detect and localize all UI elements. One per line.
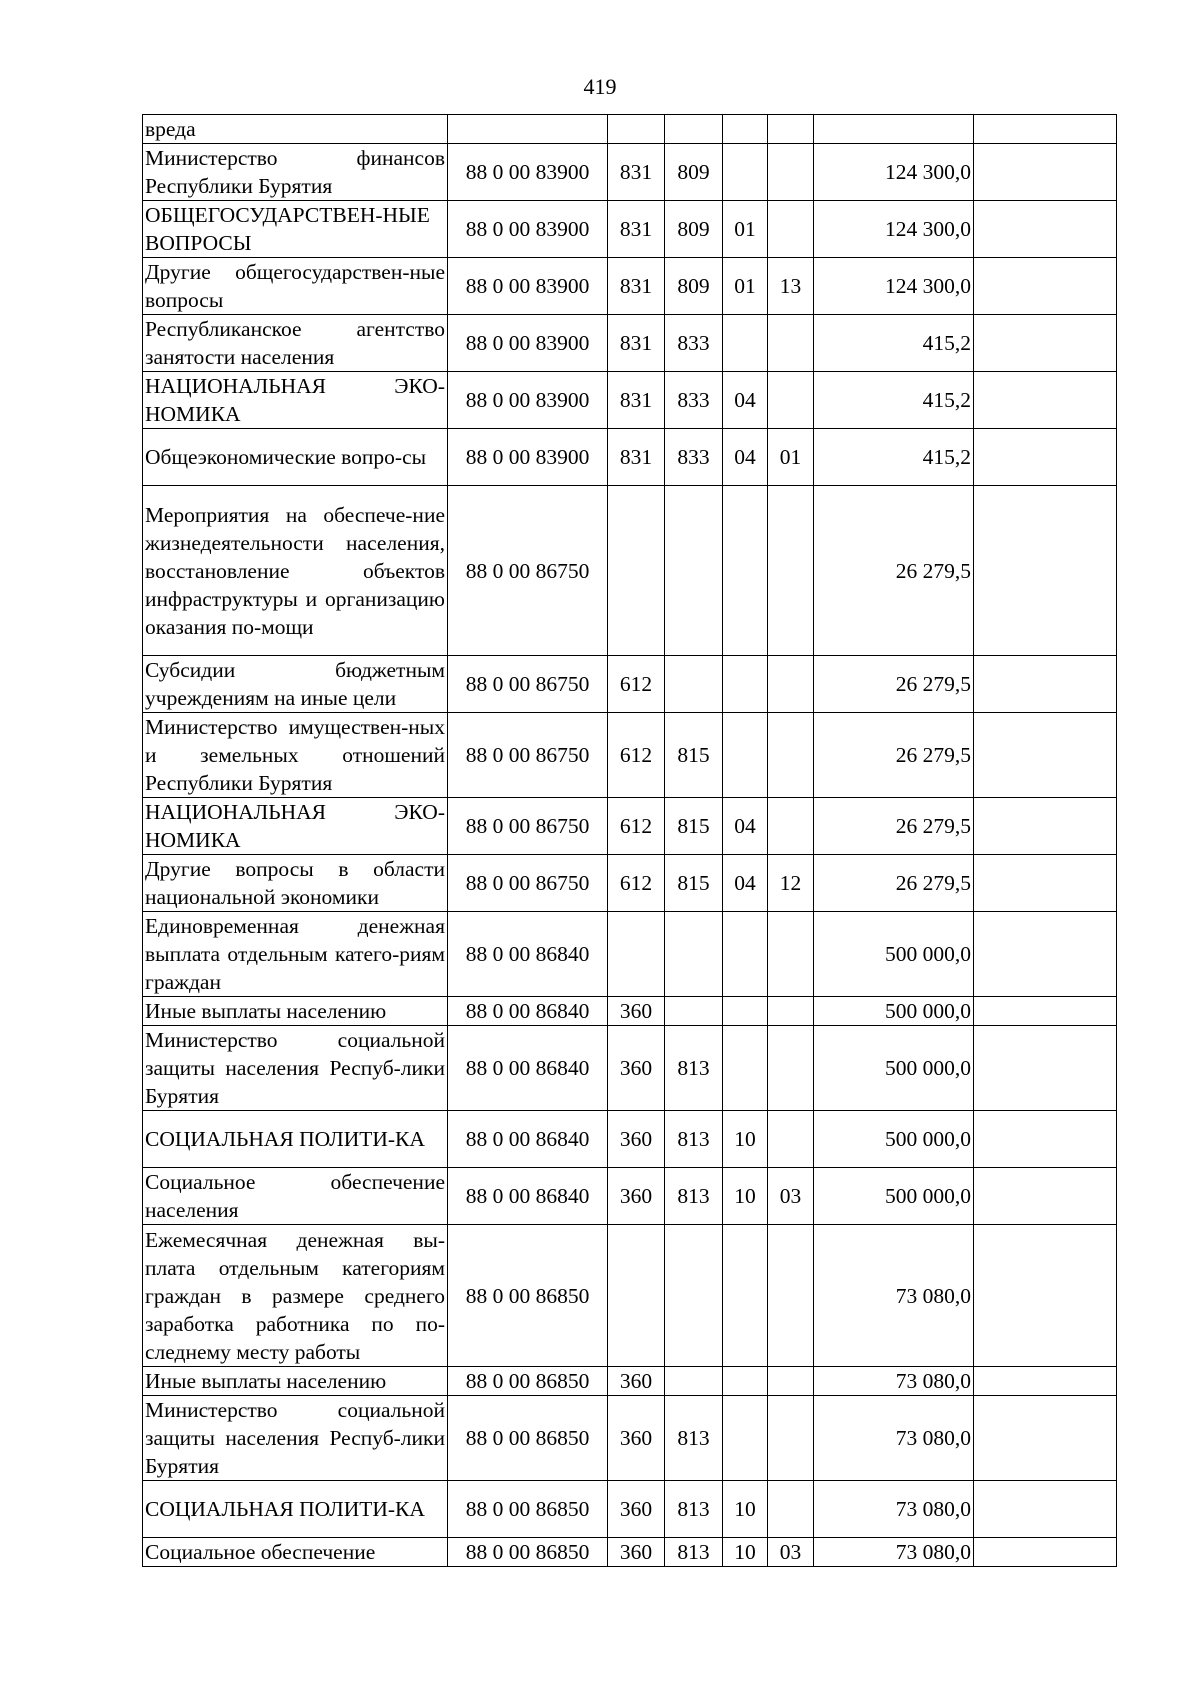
amount-cell: 73 080,0	[814, 1225, 974, 1367]
ministry-code-cell: 813	[665, 1396, 723, 1481]
table-row	[143, 1396, 1117, 1481]
target-code-cell: 88 0 00 86840	[448, 912, 608, 997]
amount-cell: 500 000,0	[814, 1026, 974, 1111]
table-row	[143, 115, 1117, 144]
row-name-cell: Министерство финансов Республики Бурятия	[143, 144, 448, 201]
subsection-cell	[768, 315, 814, 372]
amount-cell: 26 279,5	[814, 798, 974, 855]
section-cell	[723, 997, 768, 1026]
target-code-cell: 88 0 00 86750	[448, 855, 608, 912]
subsection-cell	[768, 115, 814, 144]
section-cell	[723, 912, 768, 997]
section-cell	[723, 713, 768, 798]
row-name-cell: НАЦИОНАЛЬНАЯ ЭКО-НОМИКА	[143, 798, 448, 855]
ministry-code-cell: 813	[665, 1481, 723, 1538]
table-row	[143, 1367, 1117, 1396]
target-code-cell: 88 0 00 83900	[448, 372, 608, 429]
amount-cell	[814, 115, 974, 144]
section-cell: 10	[723, 1168, 768, 1225]
row-name-cell: Ежемесячная денежная вы-плата отдельным категориям граждан в размере среднего заработка работника по по-следнему месту работы	[143, 1225, 448, 1367]
row-name-cell: Иные выплаты населению	[143, 1367, 448, 1396]
expense-type-cell: 831	[608, 258, 665, 315]
subsection-cell	[768, 1481, 814, 1538]
empty-cell	[974, 315, 1117, 372]
subsection-cell	[768, 798, 814, 855]
amount-cell: 73 080,0	[814, 1396, 974, 1481]
amount-cell: 73 080,0	[814, 1481, 974, 1538]
ministry-code-cell	[665, 1367, 723, 1396]
section-cell	[723, 1026, 768, 1111]
ministry-code-cell: 813	[665, 1538, 723, 1567]
expense-type-cell	[608, 1225, 665, 1367]
table-body	[143, 115, 1117, 1567]
ministry-code-cell: 833	[665, 429, 723, 486]
table-row	[143, 656, 1117, 713]
target-code-cell: 88 0 00 86850	[448, 1481, 608, 1538]
target-code-cell	[448, 115, 608, 144]
empty-cell	[974, 1168, 1117, 1225]
target-code-cell: 88 0 00 83900	[448, 258, 608, 315]
amount-cell: 415,2	[814, 372, 974, 429]
amount-cell: 124 300,0	[814, 258, 974, 315]
amount-cell: 500 000,0	[814, 1111, 974, 1168]
expense-type-cell: 360	[608, 997, 665, 1026]
ministry-code-cell	[665, 656, 723, 713]
ministry-code-cell: 815	[665, 713, 723, 798]
section-cell: 04	[723, 798, 768, 855]
target-code-cell: 88 0 00 86850	[448, 1225, 608, 1367]
empty-cell	[974, 656, 1117, 713]
table-row	[143, 1225, 1117, 1367]
row-name-cell: НАЦИОНАЛЬНАЯ ЭКО-НОМИКА	[143, 372, 448, 429]
empty-cell	[974, 258, 1117, 315]
ministry-code-cell: 815	[665, 798, 723, 855]
expense-type-cell: 831	[608, 201, 665, 258]
target-code-cell: 88 0 00 86850	[448, 1396, 608, 1481]
page-number: 419	[583, 74, 617, 99]
ministry-code-cell: 813	[665, 1111, 723, 1168]
row-name-cell: СОЦИАЛЬНАЯ ПОЛИТИ-КА	[143, 1111, 448, 1168]
empty-cell	[974, 713, 1117, 798]
expense-type-cell: 612	[608, 713, 665, 798]
row-name-cell: вреда	[143, 115, 448, 144]
subsection-cell: 03	[768, 1168, 814, 1225]
amount-cell: 415,2	[814, 315, 974, 372]
table-row	[143, 258, 1117, 315]
table-row	[143, 372, 1117, 429]
empty-cell	[974, 1481, 1117, 1538]
section-cell	[723, 315, 768, 372]
empty-cell	[974, 486, 1117, 656]
section-cell: 10	[723, 1111, 768, 1168]
empty-cell	[974, 201, 1117, 258]
expense-type-cell	[608, 115, 665, 144]
table-row	[143, 1481, 1117, 1538]
section-cell: 04	[723, 855, 768, 912]
target-code-cell: 88 0 00 83900	[448, 201, 608, 258]
expense-type-cell: 831	[608, 372, 665, 429]
empty-cell	[974, 372, 1117, 429]
section-cell	[723, 1396, 768, 1481]
expense-type-cell: 360	[608, 1396, 665, 1481]
target-code-cell: 88 0 00 86750	[448, 798, 608, 855]
amount-cell: 26 279,5	[814, 656, 974, 713]
amount-cell: 500 000,0	[814, 912, 974, 997]
subsection-cell	[768, 1225, 814, 1367]
table-row	[143, 144, 1117, 201]
ministry-code-cell: 833	[665, 372, 723, 429]
ministry-code-cell	[665, 1225, 723, 1367]
table-row	[143, 315, 1117, 372]
section-cell: 04	[723, 429, 768, 486]
ministry-code-cell	[665, 997, 723, 1026]
expense-type-cell: 831	[608, 144, 665, 201]
ministry-code-cell	[665, 115, 723, 144]
amount-cell: 415,2	[814, 429, 974, 486]
row-name-cell: Министерство социальной защиты населения Респуб-лики Бурятия	[143, 1396, 448, 1481]
row-name-cell: Республиканское агентство занятости населения	[143, 315, 448, 372]
subsection-cell	[768, 144, 814, 201]
ministry-code-cell: 833	[665, 315, 723, 372]
expense-type-cell: 360	[608, 1168, 665, 1225]
row-name-cell: Социальное обеспечение населения	[143, 1168, 448, 1225]
empty-cell	[974, 912, 1117, 997]
empty-cell	[974, 1396, 1117, 1481]
section-cell	[723, 1367, 768, 1396]
table-row	[143, 855, 1117, 912]
section-cell: 10	[723, 1481, 768, 1538]
subsection-cell	[768, 656, 814, 713]
target-code-cell: 88 0 00 86840	[448, 1168, 608, 1225]
table-row	[143, 713, 1117, 798]
table-row	[143, 798, 1117, 855]
expense-type-cell: 360	[608, 1026, 665, 1111]
empty-cell	[974, 997, 1117, 1026]
amount-cell: 124 300,0	[814, 201, 974, 258]
target-code-cell: 88 0 00 83900	[448, 429, 608, 486]
table-row	[143, 1538, 1117, 1567]
amount-cell: 73 080,0	[814, 1367, 974, 1396]
subsection-cell: 12	[768, 855, 814, 912]
target-code-cell: 88 0 00 83900	[448, 315, 608, 372]
section-cell	[723, 1225, 768, 1367]
subsection-cell: 13	[768, 258, 814, 315]
target-code-cell: 88 0 00 86850	[448, 1367, 608, 1396]
empty-cell	[974, 1026, 1117, 1111]
subsection-cell	[768, 372, 814, 429]
target-code-cell: 88 0 00 86840	[448, 997, 608, 1026]
subsection-cell	[768, 1367, 814, 1396]
table-row	[143, 1111, 1117, 1168]
target-code-cell: 88 0 00 86850	[448, 1538, 608, 1567]
amount-cell: 124 300,0	[814, 144, 974, 201]
empty-cell	[974, 1225, 1117, 1367]
empty-cell	[974, 798, 1117, 855]
empty-cell	[974, 1111, 1117, 1168]
subsection-cell	[768, 713, 814, 798]
subsection-cell	[768, 1111, 814, 1168]
section-cell: 04	[723, 372, 768, 429]
section-cell	[723, 486, 768, 656]
table-row	[143, 997, 1117, 1026]
amount-cell: 26 279,5	[814, 713, 974, 798]
row-name-cell: Министерство имуществен-ных и земельных отношений Республики Бурятия	[143, 713, 448, 798]
row-name-cell: Другие общегосударствен-ные вопросы	[143, 258, 448, 315]
subsection-cell	[768, 1396, 814, 1481]
amount-cell: 500 000,0	[814, 1168, 974, 1225]
expense-type-cell: 360	[608, 1538, 665, 1567]
target-code-cell: 88 0 00 83900	[448, 144, 608, 201]
subsection-cell	[768, 1026, 814, 1111]
row-name-cell: Иные выплаты населению	[143, 997, 448, 1026]
amount-cell: 73 080,0	[814, 1538, 974, 1567]
section-cell: 10	[723, 1538, 768, 1567]
table-row	[143, 201, 1117, 258]
empty-cell	[974, 429, 1117, 486]
table-row	[143, 429, 1117, 486]
ministry-code-cell: 809	[665, 144, 723, 201]
ministry-code-cell	[665, 486, 723, 656]
table-row	[143, 486, 1117, 656]
ministry-code-cell: 809	[665, 258, 723, 315]
target-code-cell: 88 0 00 86750	[448, 713, 608, 798]
empty-cell	[974, 144, 1117, 201]
empty-cell	[974, 855, 1117, 912]
empty-cell	[974, 115, 1117, 144]
table-row	[143, 1168, 1117, 1225]
amount-cell: 26 279,5	[814, 486, 974, 656]
row-name-cell: ОБЩЕГОСУДАРСТВЕН-НЫЕ ВОПРОСЫ	[143, 201, 448, 258]
row-name-cell: Министерство социальной защиты населения Респуб-лики Бурятия	[143, 1026, 448, 1111]
row-name-cell: Мероприятия на обеспече-ние жизнедеятельности населения, восстановление объектов инфраструктуры и организацию оказания по-мощи	[143, 486, 448, 656]
subsection-cell	[768, 912, 814, 997]
subsection-cell	[768, 486, 814, 656]
section-cell	[723, 656, 768, 713]
target-code-cell: 88 0 00 86750	[448, 656, 608, 713]
section-cell	[723, 115, 768, 144]
amount-cell: 26 279,5	[814, 855, 974, 912]
budget-table	[142, 114, 1117, 1567]
row-name-cell: Единовременная денежная выплата отдельным катего-риям граждан	[143, 912, 448, 997]
row-name-cell: СОЦИАЛЬНАЯ ПОЛИТИ-КА	[143, 1481, 448, 1538]
ministry-code-cell: 815	[665, 855, 723, 912]
target-code-cell: 88 0 00 86840	[448, 1111, 608, 1168]
section-cell: 01	[723, 201, 768, 258]
expense-type-cell	[608, 912, 665, 997]
section-cell	[723, 144, 768, 201]
expense-type-cell	[608, 486, 665, 656]
expense-type-cell: 831	[608, 429, 665, 486]
ministry-code-cell: 809	[665, 201, 723, 258]
table-row	[143, 912, 1117, 997]
empty-cell	[974, 1538, 1117, 1567]
subsection-cell: 03	[768, 1538, 814, 1567]
expense-type-cell: 831	[608, 315, 665, 372]
row-name-cell: Другие вопросы в области национальной экономики	[143, 855, 448, 912]
ministry-code-cell: 813	[665, 1168, 723, 1225]
amount-cell: 500 000,0	[814, 997, 974, 1026]
expense-type-cell: 360	[608, 1481, 665, 1538]
expense-type-cell: 612	[608, 656, 665, 713]
empty-cell	[974, 1367, 1117, 1396]
row-name-cell: Социальное обеспечение	[143, 1538, 448, 1567]
subsection-cell	[768, 997, 814, 1026]
target-code-cell: 88 0 00 86750	[448, 486, 608, 656]
expense-type-cell: 360	[608, 1111, 665, 1168]
ministry-code-cell: 813	[665, 1026, 723, 1111]
row-name-cell: Общеэкономические вопро-сы	[143, 429, 448, 486]
table-row	[143, 1026, 1117, 1111]
target-code-cell: 88 0 00 86840	[448, 1026, 608, 1111]
subsection-cell	[768, 201, 814, 258]
section-cell: 01	[723, 258, 768, 315]
expense-type-cell: 612	[608, 798, 665, 855]
expense-type-cell: 612	[608, 855, 665, 912]
subsection-cell: 01	[768, 429, 814, 486]
expense-type-cell: 360	[608, 1367, 665, 1396]
ministry-code-cell	[665, 912, 723, 997]
row-name-cell: Субсидии бюджетным учреждениям на иные цели	[143, 656, 448, 713]
